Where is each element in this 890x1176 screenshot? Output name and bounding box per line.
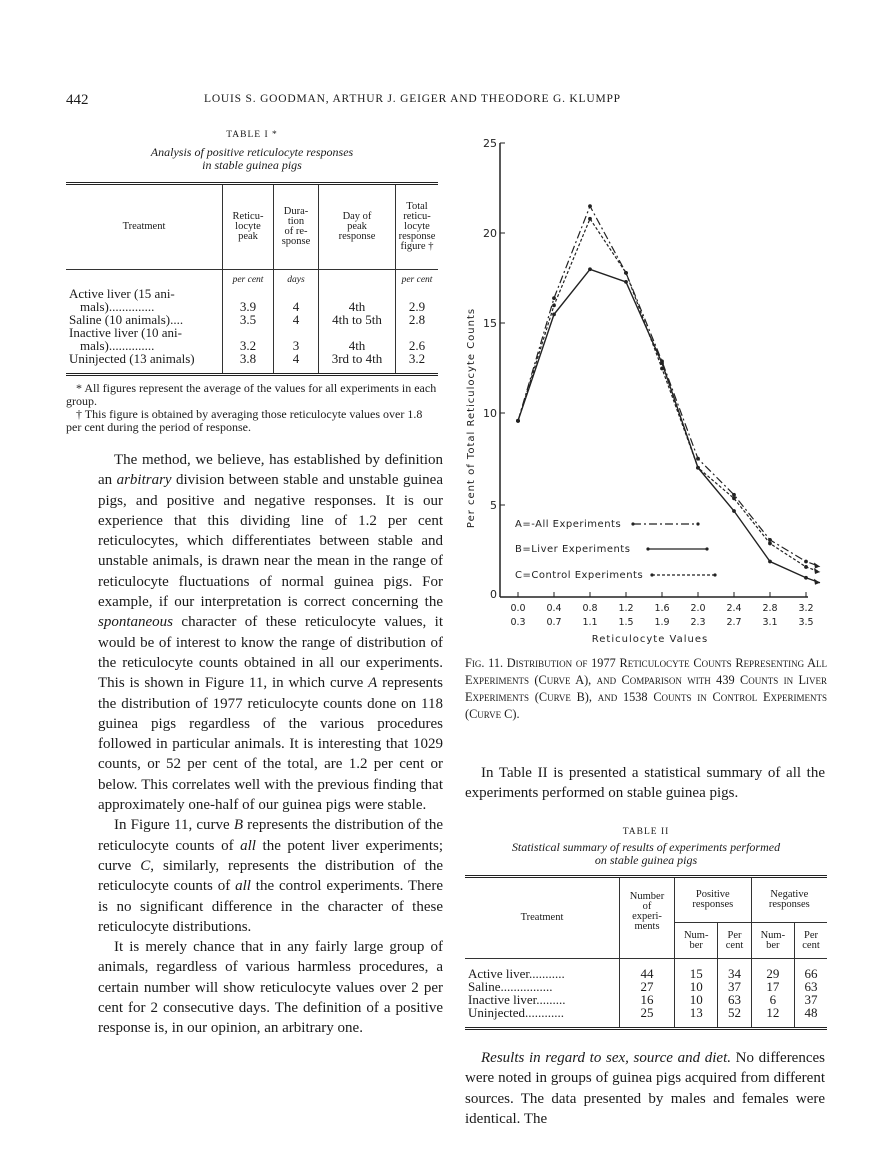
paragraph: In Figure 11, curve B represents the distribution of the reticulocyte counts of all the potent liver experiments; curve C, similarly, represents the distribution of the reticulocyte counts of all the control experiments. There is no significant difference in the character of these reticulocyte distributions. [98,817,444,935]
y-axis-ticks [483,137,505,601]
table-1-label: TABLE I * [226,130,278,140]
svg-text:3.1: 3.1 [762,617,778,628]
col-duration: Dura- tion of re- sponse [274,184,319,270]
table-row: Saline (10 animals).... 3.5 4 4th to 5th 2.8 [66,313,438,326]
svg-text:25: 25 [483,137,497,150]
y-axis-label: Per cent of Total Reticulocyte Counts [466,307,477,529]
table-row: mals).............. 3.9 4 4th 2.9 [66,300,438,313]
svg-text:0: 0 [490,588,497,601]
svg-text:B=Liver Experiments: B=Liver Experiments [515,544,631,555]
line-chart [460,130,840,650]
col-treatment: Treatment [66,184,223,270]
svg-text:1.5: 1.5 [618,617,634,628]
svg-text:0.8: 0.8 [582,603,598,614]
right-body-text-2 [465,1048,825,1129]
table-row: mals).............. 3.2 3 4th 2.6 [66,339,438,352]
svg-text:2.3: 2.3 [690,617,706,628]
col-peak: Reticu- locyte peak [223,184,274,270]
table-1-grid: Treatment Reticu- locyte peak Dura- tion of re- sponse Day of peak response Total reticu- locyte response figure † per cent days per cent Active liver (15 ani- mals).............. 3.9 4 4th 2.9 Saline (10 animals).... 3.5 4 4th to 5th 2.8 Inactive liver (10 ani- mals).............. 3.2 3 4th 2.6 Uninjected (13 animals) 3.8 4 3rd to 4th 3.2 [66,182,438,376]
paragraph: The method, we believe, has established by definition an arbitrary division between stable and unstable guinea pigs, and positive and negative responses. It is our experience that this dividing line of 1.2 per cent reticulocytes, which differentiates between stable and unstable animals, is drawn near the mean in the range of reticulocyte fluctuations of normal guinea pigs. For example, if our interpretation is correct concerning the spontaneous character of these reticulocyte values, it would be of interest to know the range of distribution of the reticulocyte counts obtained in all our experiments. This is shown in Figure 11, in which curve A represents the distribution of 1977 reticulocyte counts done on 118 guinea pigs regardless of the various procedures followed in particular animals. It is interesting that 1029 counts, or 52 per cent of the total, are 1.2 per cent or below. This correlates well with the previous finding that approximately one-half of our guinea pigs were stable. [98,452,443,814]
table-1-footnotes [66,382,438,434]
paragraph: It is merely chance that in any fairly large group of animals, regardless of various harmless procedures, a certain number will show reticulocyte values over 2 per cent for 2 consecutive days. The definition of a positive response is, in our opinion, an arbitrary one. [98,939,443,1037]
chart-legend [515,519,717,581]
svg-text:2.8: 2.8 [762,603,778,614]
col-day: Day of peak response [319,184,396,270]
table-row: Uninjected (13 animals) 3.8 4 3rd to 4th 3.2 [66,352,438,374]
table-row: Active liver........... 44 15 34 29 66 [465,959,827,981]
svg-text:3.5: 3.5 [798,617,814,628]
svg-text:2.7: 2.7 [726,617,742,628]
left-body-text [98,450,443,1039]
running-head: LOUIS S. GOODMAN, ARTHUR J. GEIGER AND THEODORE G. KLUMPP [204,93,621,105]
svg-text:0.4: 0.4 [546,603,562,614]
col-negative: Negative responses [751,877,827,923]
figure-11-chart [460,130,840,650]
table-1-caption: Analysis of positive reticulocyte responses in stable guinea pigs [150,145,354,172]
svg-text:0.0: 0.0 [510,603,526,614]
table-row: Inactive liver (10 ani- [66,326,438,339]
page-number: 442 [66,92,89,108]
svg-text:2.0: 2.0 [690,603,706,614]
svg-text:2.4: 2.4 [726,603,742,614]
footnote-1: * All figures represent the average of the values for all experiments in each group. [66,380,437,408]
paragraph: In Table II is presented a statistical summary of all the experiments performed on stable guinea pigs. [465,765,825,802]
table-row: Inactive liver......... 16 10 63 6 37 [465,993,827,1006]
table-2-caption: Statistical summary of results of experiments performed on stable guinea pigs [511,840,781,867]
svg-text:0.7: 0.7 [546,617,562,628]
table-2 [465,827,827,1030]
page-header [66,92,846,112]
figure-caption: Fig. 11. Distribution of 1977 Reticulocyte Counts Representing All Experiments (Curve A), and Comparison with 439 Counts in Liver Experiments (Curve B), and 1538 Counts in Control Experiments (Curve C). [465,656,827,721]
svg-text:1.6: 1.6 [654,603,670,614]
col-total: Total reticu- locyte response figure † [396,184,439,270]
svg-text:0.3: 0.3 [510,617,526,628]
svg-text:5: 5 [490,499,497,512]
svg-text:A=-All Experiments: A=-All Experiments [515,519,622,530]
table-1 [66,130,438,434]
x-axis-label: Reticulocyte Values [591,634,709,645]
svg-text:C=Control Experiments: C=Control Experiments [515,570,644,581]
svg-text:1.9: 1.9 [654,617,670,628]
svg-text:10: 10 [483,407,497,420]
col-treatment: Treatment [465,877,620,959]
paragraph: Results in regard to sex, source and diet. No differences were noted in groups of guinea pigs acquired from different sources. The data presented by males and females were identical. The [465,1050,825,1127]
svg-text:1.1: 1.1 [582,617,598,628]
right-body-text-1 [465,763,825,804]
svg-text:20: 20 [483,227,497,240]
table-row: Uninjected............ 25 13 52 12 48 [465,1006,827,1028]
footnote-2: † This figure is obtained by averaging those reticulocyte values over 1.8 per cent during the period of response. [66,406,423,434]
svg-text:15: 15 [483,317,497,330]
col-positive: Positive responses [675,877,752,923]
table-2-grid: Treatment Number of experi- ments Positive responses Negative responses Num- ber Per cent Num- ber Per cent Active liver........... 44 15 34 29 66 Saline................ 27 10 37 17 63 Inactive liver......... 16 10 63 6 37 Uninjected............ 25 13 52 12 48 [465,875,827,1030]
col-number: Number of experi- ments [620,877,675,959]
svg-text:3.2: 3.2 [798,603,814,614]
series-b-liver-line [518,269,820,582]
table-row: Active liver (15 ani- [66,287,438,300]
svg-text:1.2: 1.2 [618,603,634,614]
table-2-label: TABLE II [622,827,670,837]
table-row: Saline................ 27 10 37 17 63 [465,980,827,993]
